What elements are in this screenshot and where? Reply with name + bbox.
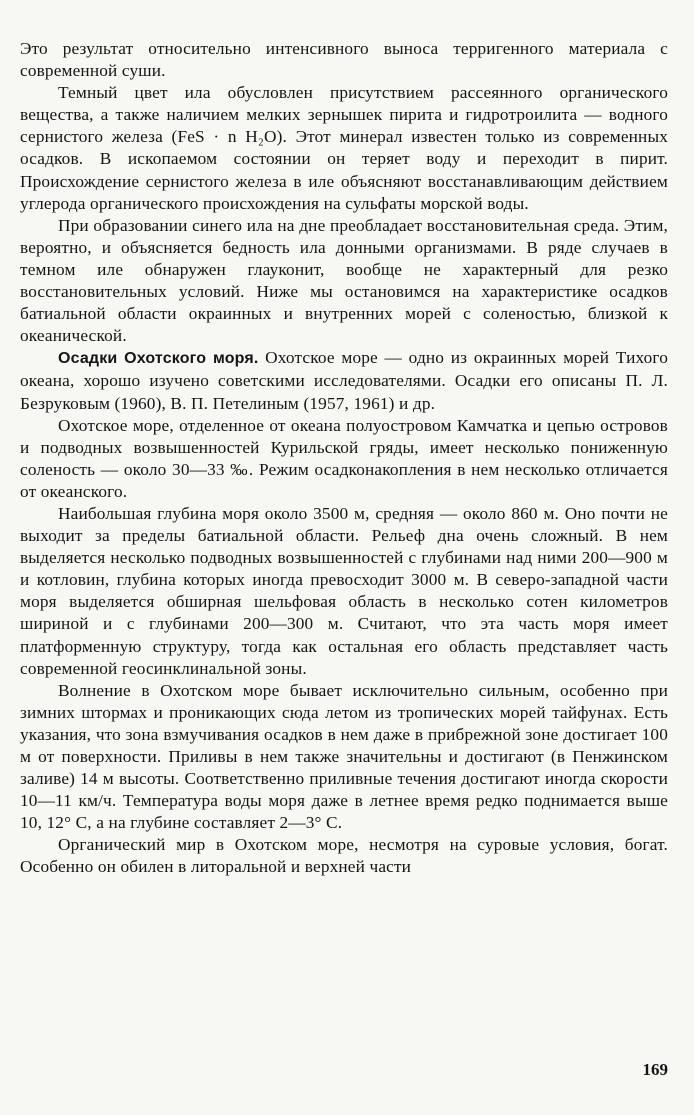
- paragraph-7: [20, 680, 668, 835]
- paragraph-text: Охотское море — одно из окраинных морей Тихого океана, хорошо изучено советскими исследователями. Осадки его описаны П. Л. Безруковым (1960), В. П. Петелиным (1957, 1961) и др.: [20, 348, 668, 413]
- section-heading: Осадки Охотского моря.: [58, 350, 259, 368]
- paragraph-2: [20, 82, 668, 215]
- paragraph-5: [20, 415, 668, 503]
- body-text: [20, 38, 668, 879]
- paragraph-text: Охотское море, отделенное от океана полуостровом Камчатка и цепью островов и подводных возвышенностей Курильской гряды, имеет несколько пониженную соленость — около 30—33 ‰. Режим осадконакопления в нем несколько отличается от океанского.: [20, 415, 668, 501]
- paragraph-8: [20, 834, 668, 878]
- paragraph-1: [20, 38, 668, 82]
- paragraph-text: Наибольшая глубина моря около 3500 м, средняя — около 860 м. Оно почти не выходит за пределы батиальной области. Рельеф дна очень сложный. В нем выделяется несколько подводных возвышенностей с глубинами над ними 200—900 м и котловин, глубина которых иногда превосходит 3000 м. В северо-западной части моря выделяется обширная шельфовая область в несколько сотен километров шириной и с глубинами 200—300 м. Считают, что эта часть моря имеет платформенную структуру, тогда как остальная его область представляет часть современной геосинклинальной зоны.: [20, 503, 668, 678]
- paragraph-6: [20, 503, 668, 680]
- paragraph-text: При образовании синего ила на дне преобладает восстановительная среда. Этим, вероятно, и объясняется бедность ила донными организмами. В ряде случаев в темном иле обнаружен глауконит, вообще не характерный для резко восстановительных условий. Ниже мы остановимся на характеристике осадков батиальной области окраинных и внутренних морей с соленостью, близкой к океанической.: [20, 215, 668, 346]
- paragraph-text: Это результат относительно интенсивного выноса терригенного материала с современной суши.: [20, 39, 668, 81]
- paragraph-text: Органический мир в Охотском море, несмотря на суровые условия, богат. Особенно он обилен в литоральной и верхней части: [20, 835, 668, 877]
- paragraph-3: [20, 215, 668, 348]
- page-number: 169: [642, 1060, 668, 1079]
- paragraph-text: Темный цвет ила обусловлен присутствием рассеянного органического вещества, а также наличием мелких зернышек пирита и гидротроилита — водного сернистого железа (FeS · n H₂O). Этот минерал известен только из современных осадков. В ископаемом состоянии он теряет воду и переходит в пирит. Происхождение сернистого железа в иле объясняют восстанавливающим действием углерода органического происхождения на сульфаты морской воды.: [20, 83, 668, 213]
- paragraph-4: [20, 347, 668, 414]
- paragraph-text: Волнение в Охотском море бывает исключительно сильным, особенно при зимних штормах и проникающих сюда летом из тропических морей тайфунах. Есть указания, что зона взмучивания осадков в нем даже в прибрежной зоне достигает 100 м от поверхности. Приливы в нем также значительны и достигают (в Пенжинском заливе) 14 м высоты. Соответственно приливные течения достигают иногда скорости 10—11 км/ч. Температура воды моря даже в летнее время редко поднимается выше 10, 12° С, а на глубине составляет 2—3° С.: [20, 680, 668, 833]
